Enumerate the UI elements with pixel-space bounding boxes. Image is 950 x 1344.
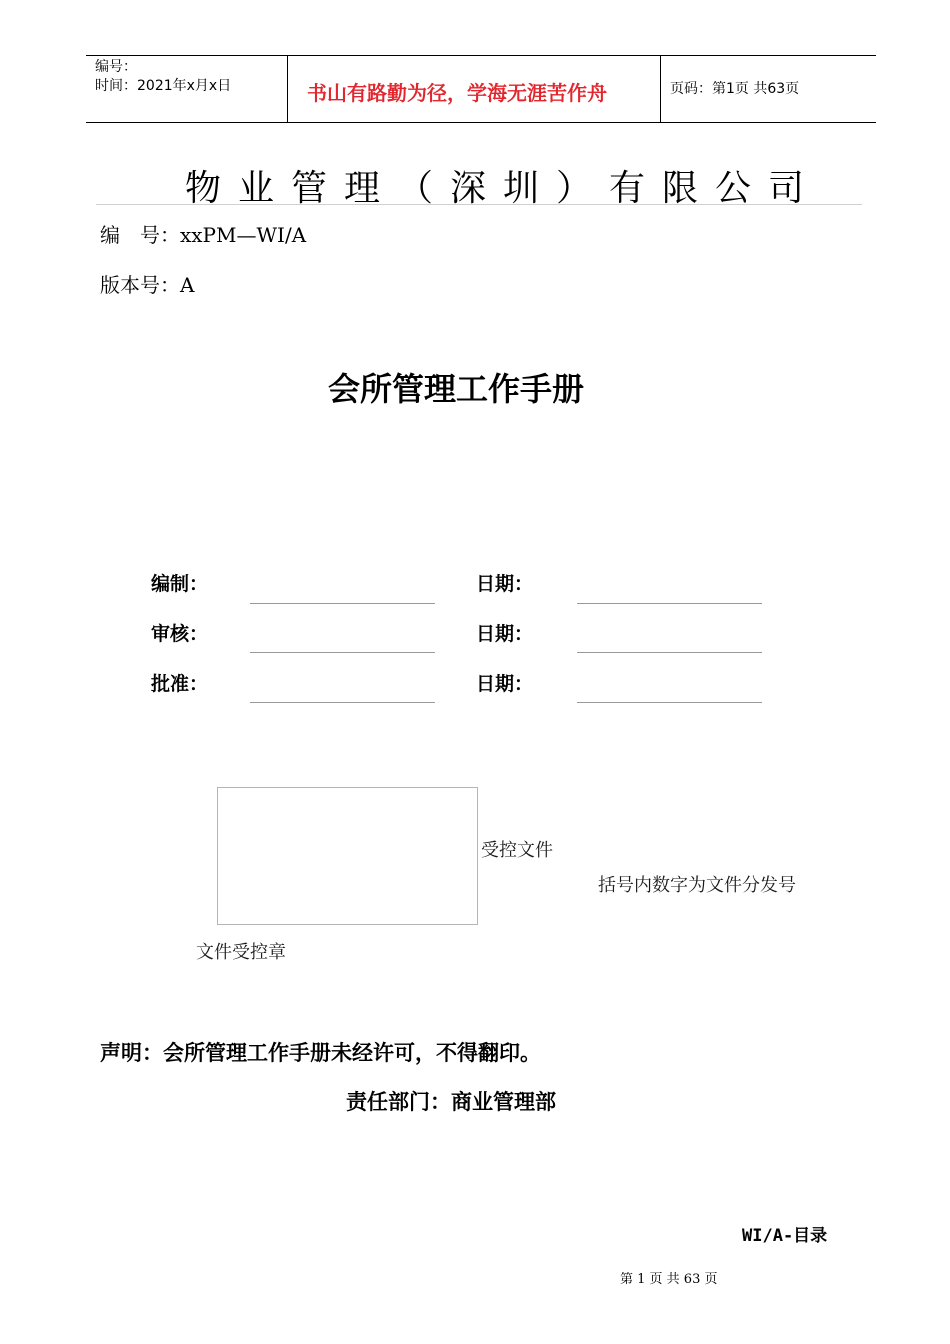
- compiled-date-label: 日期：: [476, 573, 534, 595]
- approved-date-label: 日期：: [476, 673, 534, 695]
- company-name: 物业管理（深圳）有限公司: [185, 168, 822, 209]
- controlled-doc-label: 受控文件: [481, 840, 553, 861]
- document-title: 会所管理工作手册: [328, 370, 585, 408]
- reviewed-date-line: [577, 652, 762, 653]
- reviewed-date-label: 日期：: [476, 623, 534, 645]
- approved-signature-line: [250, 702, 435, 703]
- responsible-department: 责任部门：商业管理部: [346, 1090, 556, 1114]
- header-page-info: 页码：第1页 共63页: [670, 81, 800, 97]
- compiled-date-line: [577, 603, 762, 604]
- declaration: 声明：会所管理工作手册未经许可，不得翻印。: [100, 1041, 541, 1065]
- reviewed-signature-line: [250, 652, 435, 653]
- compiled-signature-line: [250, 603, 435, 604]
- reviewed-label: 审核：: [151, 623, 209, 645]
- approved-label: 批准：: [151, 673, 209, 695]
- header-number-label: 编号：: [95, 59, 137, 75]
- header-motto: 书山有路勤为径，学海无涯苦作舟: [307, 81, 607, 105]
- compiled-label: 编制：: [151, 573, 209, 595]
- doc-version: 版本号：A: [100, 273, 195, 297]
- header-time: 时间：2021年x月x日: [95, 78, 232, 94]
- header-rule-bottom: [86, 122, 876, 123]
- company-underline: [96, 204, 862, 205]
- distribution-note: 括号内数字为文件分发号: [598, 875, 796, 896]
- footer-page-number: 第 1 页 共 63 页: [620, 1272, 718, 1287]
- footer-doc-code: WI/A-目录: [742, 1226, 828, 1246]
- approved-date-line: [577, 702, 762, 703]
- header-divider: [287, 55, 288, 122]
- stamp-box: [217, 787, 478, 925]
- stamp-label: 文件受控章: [196, 942, 286, 963]
- header-divider: [660, 55, 661, 122]
- header-rule-top: [86, 55, 876, 56]
- doc-number: 编 号：xxPM—WI/A: [100, 223, 307, 247]
